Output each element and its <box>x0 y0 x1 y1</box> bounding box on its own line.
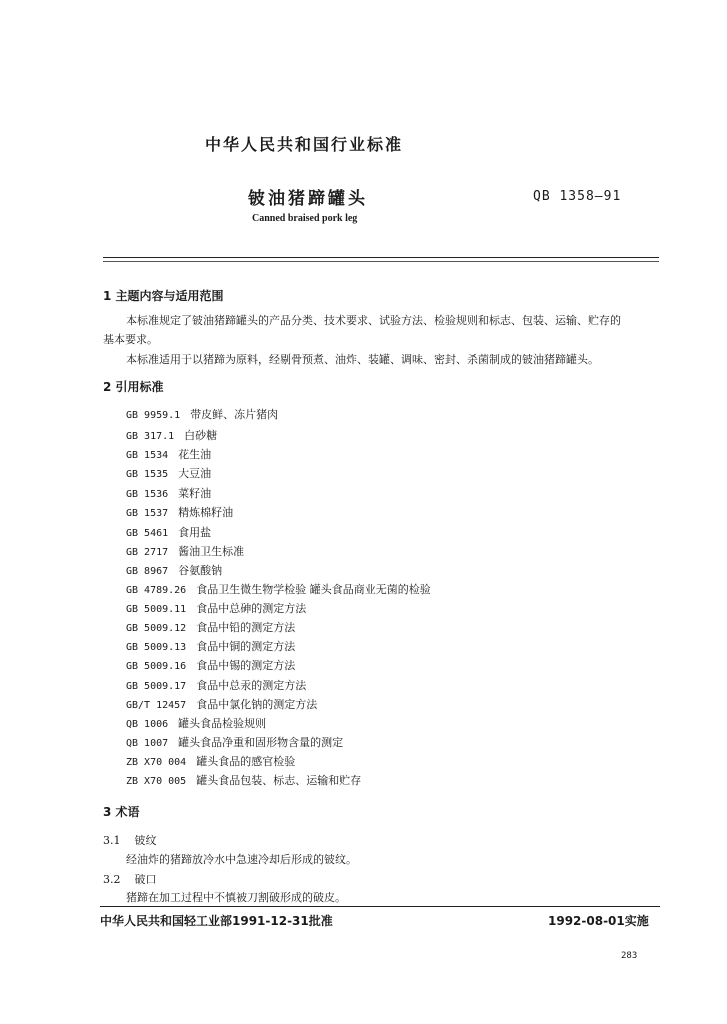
document-title: 铍油猪蹄罐头 <box>248 189 368 209</box>
reference-item: ZB X70 005 罐头食品包装、标志、运输和贮存 <box>126 774 362 787</box>
term-3-2-definition: 猪蹄在加工过程中不慎被刀割破形成的破皮。 <box>126 891 346 904</box>
reference-item: GB 9959.1 带皮鲜、冻片猪肉 <box>126 408 279 421</box>
section-1-heading: 1 主题内容与适用范围 <box>103 289 224 303</box>
reference-item: QB 1006 罐头食品检验规则 <box>126 717 267 730</box>
standard-category-title: 中华人民共和国行业标准 <box>205 135 404 154</box>
reference-item: GB/T 12457 食品中氯化钠的测定方法 <box>126 698 318 711</box>
reference-item: GB 1534 花生油 <box>126 448 212 461</box>
reference-item: GB 1537 精炼棉籽油 <box>126 506 234 519</box>
reference-item: GB 2717 酱油卫生标准 <box>126 545 245 558</box>
section-1-paragraph-2: 本标准适用于以猪蹄为原料，经剔骨预煮、油炸、装罐、调味、密封、杀菌制成的铍油猪蹄罐头。 <box>126 353 599 366</box>
section-1-paragraph-1-line-1: 本标准规定了铍油猪蹄罐头的产品分类、技术要求、试验方法、检验规则和标志、包装、运输、贮存的 <box>126 314 621 327</box>
standard-code: QB 1358—91 <box>533 189 622 204</box>
reference-item: GB 5009.12 食品中铅的测定方法 <box>126 621 296 634</box>
reference-item: GB 1535 大豆油 <box>126 467 212 480</box>
reference-item: GB 4789.26 食品卫生微生物学检验 罐头食品商业无菌的检验 <box>126 583 431 596</box>
document-english-title: Canned braised pork leg <box>252 213 358 224</box>
section-3-heading: 3 术语 <box>103 805 140 819</box>
approval-date: 中华人民共和国轻工业部1991-12-31批准 <box>100 914 333 928</box>
section-2-heading: 2 引用标准 <box>103 380 164 394</box>
term-3-1-definition: 经油炸的猪蹄放冷水中急速冷却后形成的铍纹。 <box>126 853 357 866</box>
reference-item: GB 317.1 白砂糖 <box>126 429 218 442</box>
header-divider <box>103 257 659 258</box>
reference-item: GB 5461 食用盐 <box>126 526 212 539</box>
term-3-2: 3.2 破口 <box>103 873 157 886</box>
footer-divider <box>100 906 660 907</box>
reference-item: GB 5009.11 食品中总砷的测定方法 <box>126 602 307 615</box>
reference-item: GB 5009.16 食品中锡的测定方法 <box>126 659 296 672</box>
reference-item: GB 1536 菜籽油 <box>126 487 212 500</box>
effective-date: 1992-08-01实施 <box>548 914 649 928</box>
reference-item: GB 8967 谷氨酸钠 <box>126 564 223 577</box>
header-divider-secondary <box>103 261 659 262</box>
reference-item: GB 5009.17 食品中总汞的测定方法 <box>126 679 307 692</box>
term-3-1: 3.1 铍纹 <box>103 834 157 847</box>
reference-item: QB 1007 罐头食品净重和固形物含量的测定 <box>126 736 344 749</box>
reference-item: GB 5009.13 食品中铜的测定方法 <box>126 640 296 653</box>
page-number: 283 <box>621 951 638 961</box>
reference-item: ZB X70 004 罐头食品的感官检验 <box>126 755 296 768</box>
section-1-paragraph-1-line-2: 基本要求。 <box>103 333 158 346</box>
